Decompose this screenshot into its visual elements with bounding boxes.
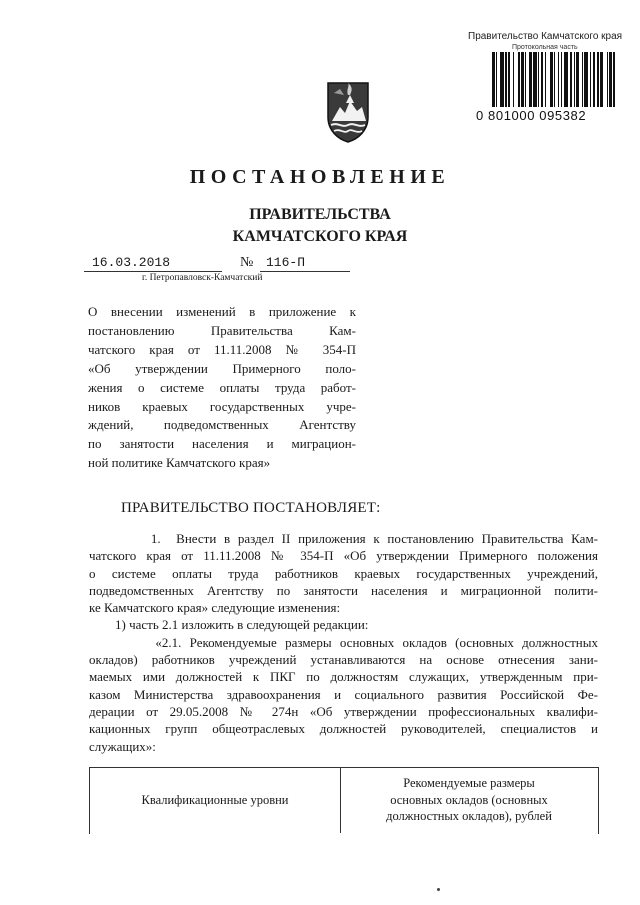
document-date: 16.03.2018 bbox=[92, 255, 171, 270]
body-line: кационных групп общеотраслевых должностей руководителей, специалистов и bbox=[89, 721, 598, 737]
body-line: «2.1. Рекомендуемые размеры основных окладов (основных должностных bbox=[89, 634, 598, 650]
barcode-bar bbox=[615, 52, 618, 107]
decree-phrase: ПРАВИТЕЛЬСТВО ПОСТАНОВЛЯЕТ: bbox=[121, 500, 381, 516]
issuer-line-2: КАМЧАТСКОГО КРАЯ bbox=[232, 228, 408, 245]
body-line: о системе оплаты труда работников краевых государственных учреждений, bbox=[89, 565, 598, 581]
document-title: ПОСТАНОВЛЕНИЕ bbox=[189, 166, 451, 188]
body-line: окладов) работников учреждений устанавливаются на основе отнесения зани- bbox=[89, 652, 598, 668]
scan-speck bbox=[437, 888, 440, 891]
table-header-line: должностных окладов), рублей bbox=[386, 809, 552, 823]
subject-line: О внесении изменений в приложение к bbox=[88, 304, 356, 319]
body-line: 1) часть 2.1 изложить в следующей редакции: bbox=[89, 617, 369, 633]
subject-line: ной политике Камчатского края» bbox=[88, 455, 271, 471]
subject-line: чатского края от 11.11.2008 № 354-П bbox=[88, 341, 356, 357]
issuer-line-1: ПРАВИТЕЛЬСТВА bbox=[249, 206, 391, 223]
table-header-label: Квалификационные уровни bbox=[141, 792, 289, 807]
stamp-protocol-label: Протокольная часть bbox=[512, 44, 578, 51]
barcode-number: 0 801000 095382 bbox=[476, 108, 587, 123]
barcode bbox=[492, 52, 618, 107]
issue-city: г. Петропавловск-Камчатский bbox=[142, 273, 263, 283]
document-number: 116-П bbox=[266, 255, 306, 270]
body-line: маемых ими должностей к ПКГ по должностям служащих, утвержденным при- bbox=[89, 669, 598, 685]
number-sign: № bbox=[240, 255, 254, 270]
table-header-line: основных окладов (основных bbox=[390, 792, 548, 807]
table-header-line: Рекомендуемые размеры bbox=[403, 776, 535, 790]
stamp-organization: Правительство Камчатского края bbox=[468, 31, 623, 42]
table-header-qualification-levels bbox=[90, 767, 340, 833]
subject-line: жения о системе оплаты труда работ- bbox=[88, 379, 356, 395]
body-line: дерации от 29.05.2008 № 274н «Об утверждении профессиональных квалифи- bbox=[89, 703, 598, 719]
document-subject bbox=[88, 303, 356, 473]
body-line: ке Камчатского края» следующие изменения: bbox=[89, 600, 341, 616]
body-line: казом Министерства здравоохранения и социального развития Российской Фе- bbox=[89, 686, 598, 702]
subject-line: «Об утверждении Примерного поло- bbox=[88, 360, 356, 376]
kamchatka-coat-of-arms-icon bbox=[326, 81, 370, 143]
table-header-salary bbox=[341, 775, 597, 825]
body-line: 1. Внести в раздел II приложения к постановлению Правительства Кам- bbox=[89, 531, 598, 546]
document-body bbox=[89, 530, 598, 755]
number-underline bbox=[260, 271, 350, 272]
subject-line: постановлению Правительства Кам- bbox=[88, 322, 356, 338]
subject-line: по занятости населения и миграцион- bbox=[88, 436, 356, 452]
subject-line: ников краевых государственных учре- bbox=[88, 398, 356, 414]
body-line: подведомственных Агентству по занятости населения и миграционной полити- bbox=[89, 582, 598, 598]
body-line: служащих»: bbox=[89, 738, 156, 754]
date-underline bbox=[84, 271, 222, 272]
body-line: чатского края от 11.11.2008 № 354-П «Об утверждении Примерного положения bbox=[89, 548, 598, 564]
subject-line: ждений, подведомственных Агентству bbox=[88, 417, 356, 433]
